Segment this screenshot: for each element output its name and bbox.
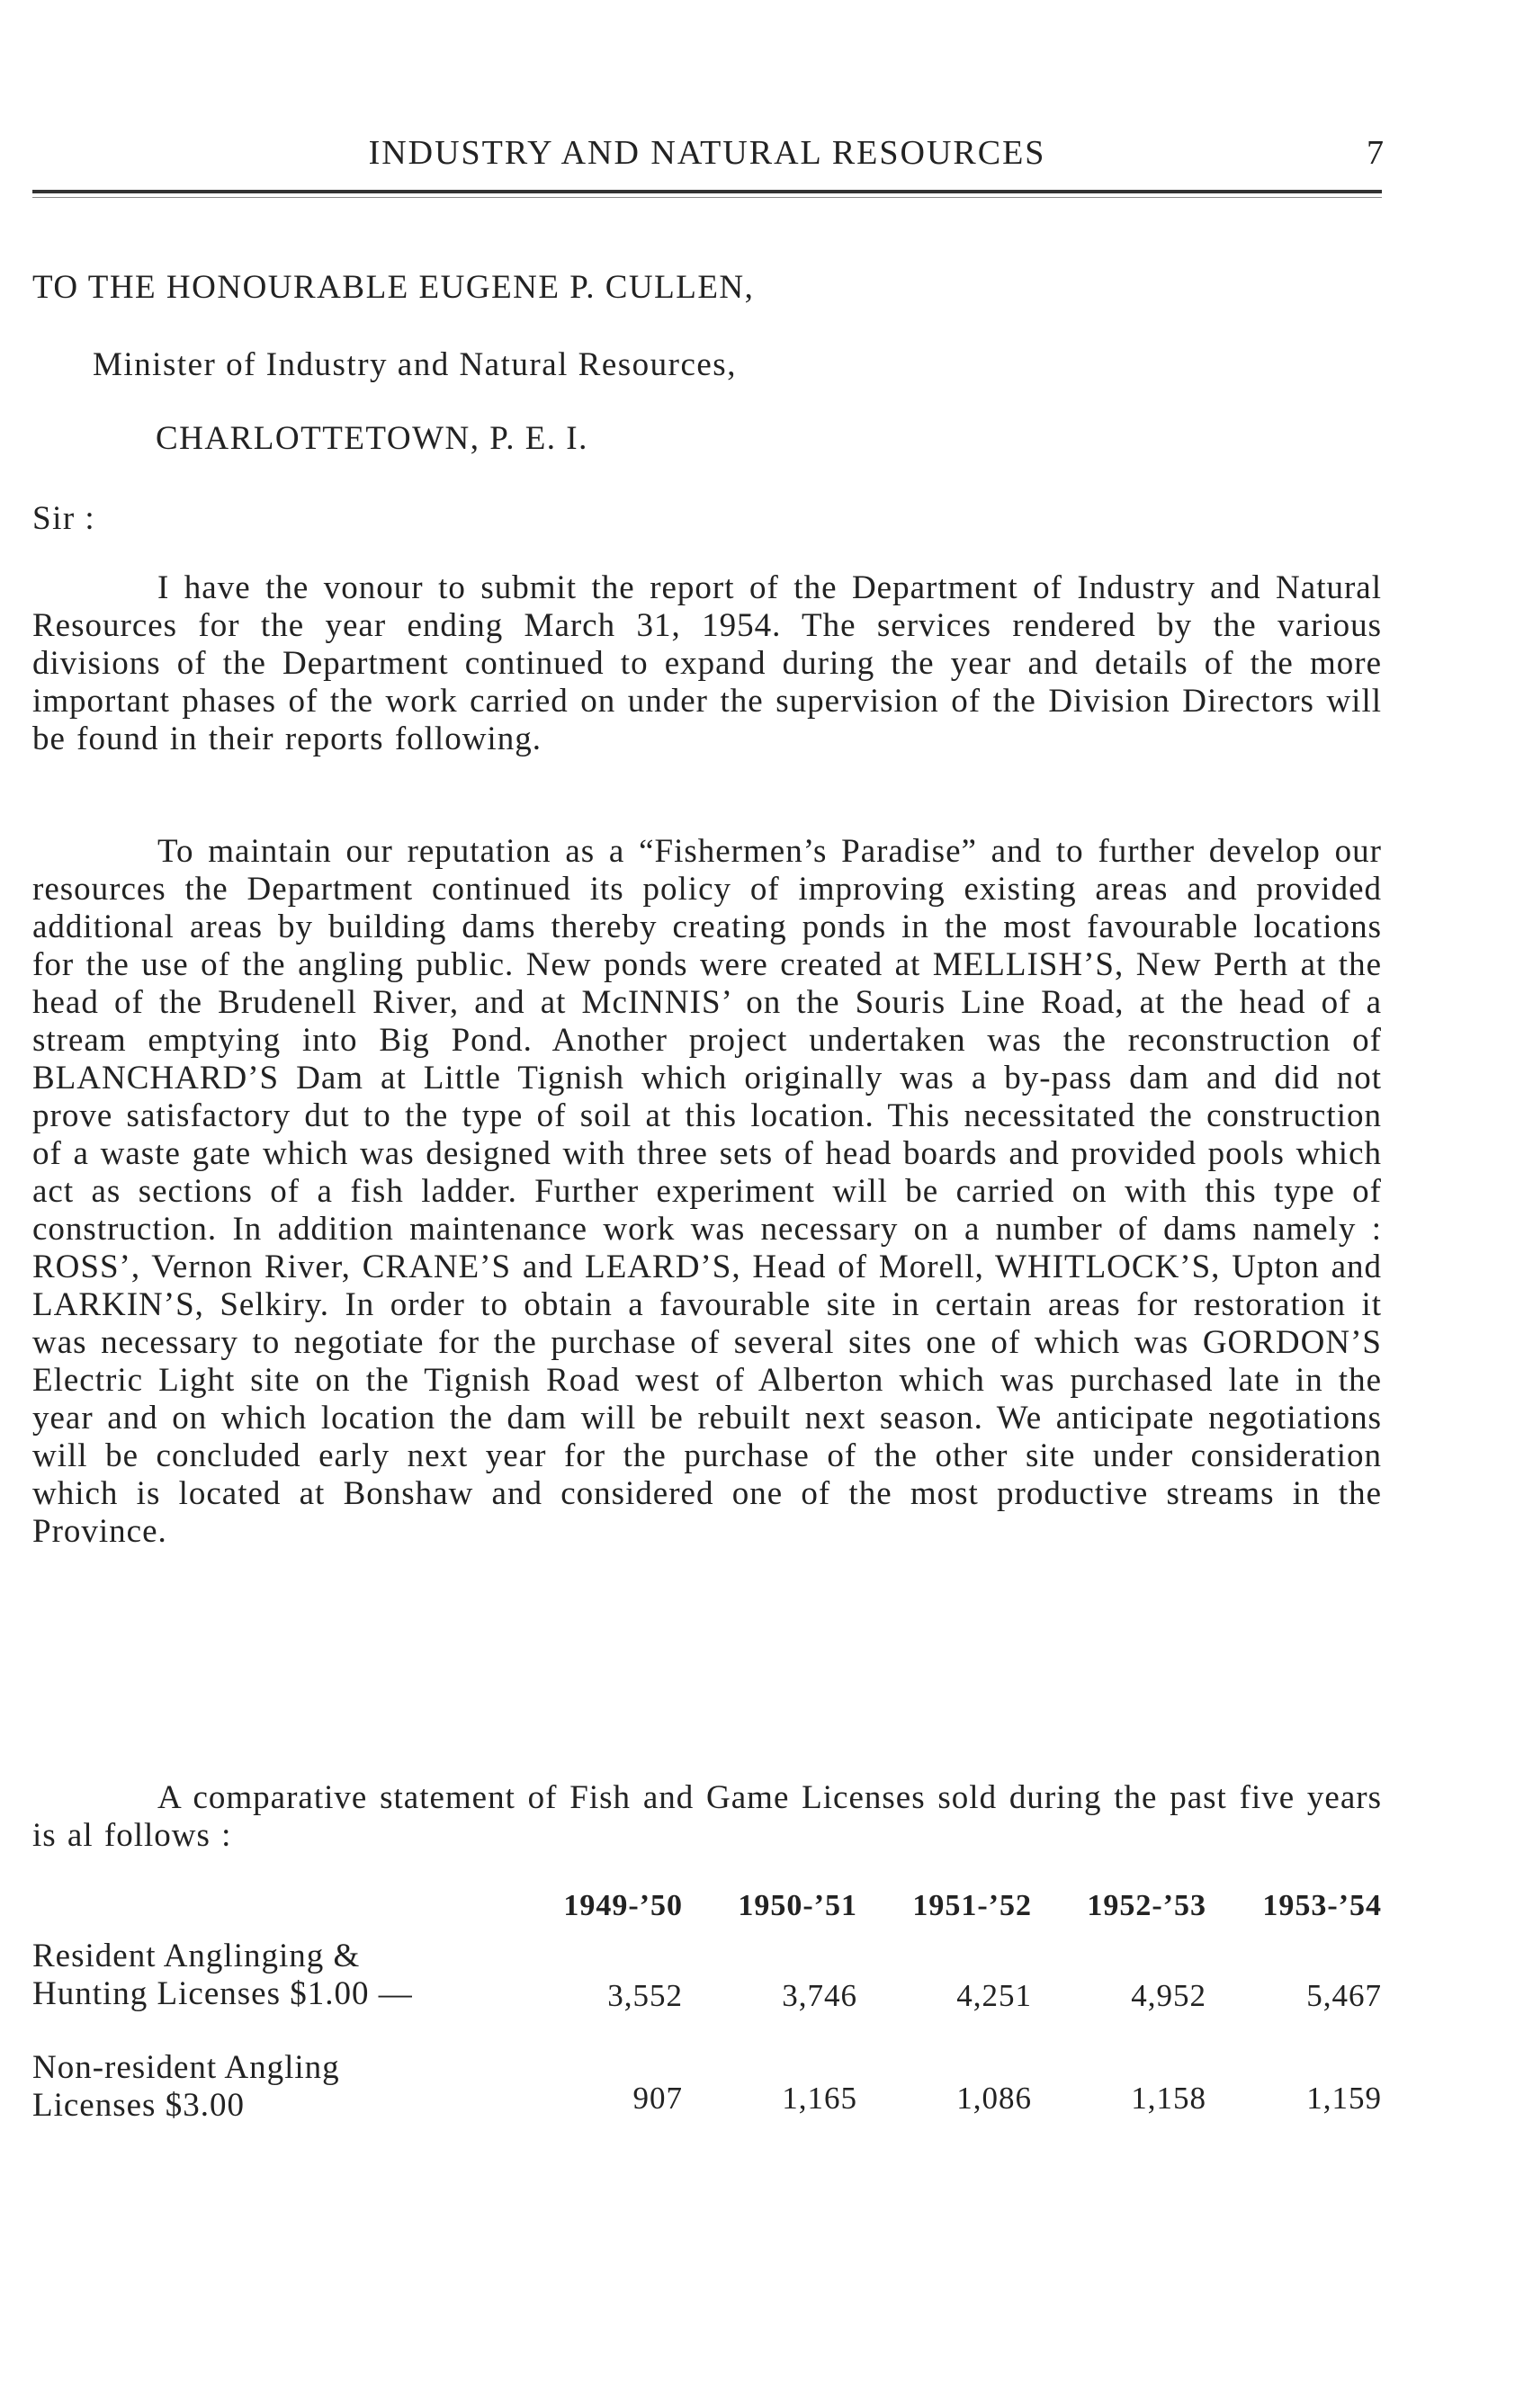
letter-city: CHARLOTTETOWN, P. E. I. (156, 420, 588, 457)
table-cell: 5,467 (1306, 1978, 1382, 2013)
table-cell: 1,165 (782, 2081, 857, 2116)
table-cell: 907 (632, 2081, 683, 2116)
header-rule-thick (32, 190, 1382, 193)
row-label-non-resident (32, 2049, 340, 2125)
table-cell: 1,158 (1131, 2081, 1206, 2116)
paragraph-licenses-intro: A comparative statement of Fish and Game Licenses sold during the past five years is al follows : (32, 1779, 1382, 1854)
row-label-line: Hunting Licenses $1.00 — (32, 1975, 413, 2012)
table-cell: 4,952 (1131, 1978, 1206, 2013)
year-header: 1949-’50 (563, 1889, 683, 1922)
page-number: 7 (1367, 134, 1384, 172)
year-header: 1953-’54 (1262, 1889, 1382, 1922)
year-header: 1952-’53 (1087, 1889, 1206, 1922)
running-title: INDUSTRY AND NATURAL RESOURCES (368, 134, 1046, 172)
year-header: 1951-’52 (912, 1889, 1032, 1922)
running-head (32, 133, 1382, 180)
table-cell: 3,552 (607, 1978, 683, 2013)
table-cell: 4,251 (956, 1978, 1032, 2013)
year-header: 1950-’51 (738, 1889, 857, 1922)
letter-addressee: TO THE HONOURABLE EUGENE P. CULLEN, (32, 269, 755, 306)
letter-salutation: Sir : (32, 500, 96, 537)
row-label-line: Licenses $3.00 (32, 2087, 245, 2124)
row-label-resident (32, 1938, 413, 2013)
header-rule-thin (32, 197, 1382, 198)
table-cell: 1,086 (956, 2081, 1032, 2116)
paragraph-report-intro: I have the vonour to submit the report of the Department of Industry and Natural Resources for the year ending March 31, 1954. The services rendered by the various divisions of the Department continued to expand during the year and details of the more important phases of the work carried on under the supervision of the Division Directors will be found in their reports following. (32, 569, 1382, 757)
row-label-line: Resident Anglinging & (32, 1938, 361, 1974)
letter-minister-title: Minister of Industry and Natural Resources, (93, 346, 737, 383)
row-label-line: Non-resident Angling (32, 2049, 340, 2086)
table-cell: 1,159 (1306, 2081, 1382, 2116)
paragraph-ponds-dams: To maintain our reputation as a “Fishermen’s Paradise” and to further develop our resources the Department continued its policy of improving existing areas and provided additional areas by building dams thereby creating ponds in the most favourable locations for the use of the angling public. New ponds were created at MELLISH’S, New Perth at the head of the Brudenell River, and at McINNIS’ on the Souris Line Road, at the head of a stream emptying into Big Pond. Another project undertaken was the reconstruction of BLANCHARD’S Dam at Little Tignish which originally was a by-pass dam and did not prove satisfactory dut to the type of soil at this location. This necessitated the construction of a waste gate which was designed with three sets of head boards and provided pools which act as sections of a fish ladder. Further experiment will be carried on with this type of construction. In addition maintenance work was necessary on a number of dams namely : ROSS’, Vernon River, CRANE’S and LEARD’S, Head of Morell, WHITLOCK’S, Upton and LARKIN’S, Selkiry. In order to obtain a favourable site in certain areas for restoration it was necessary to negotiate for the purchase of several sites one of which was GORDON’S Electric Light site on the Tignish Road west of Alberton which was purchased late in the year and on which location the dam will be rebuilt next season. We anticipate negotiations will be concluded early next year for the purchase of the other site under consideration which is located at Bonshaw and considered one of the most productive streams in the Province. (32, 833, 1382, 1550)
table-cell: 3,746 (782, 1978, 857, 2013)
